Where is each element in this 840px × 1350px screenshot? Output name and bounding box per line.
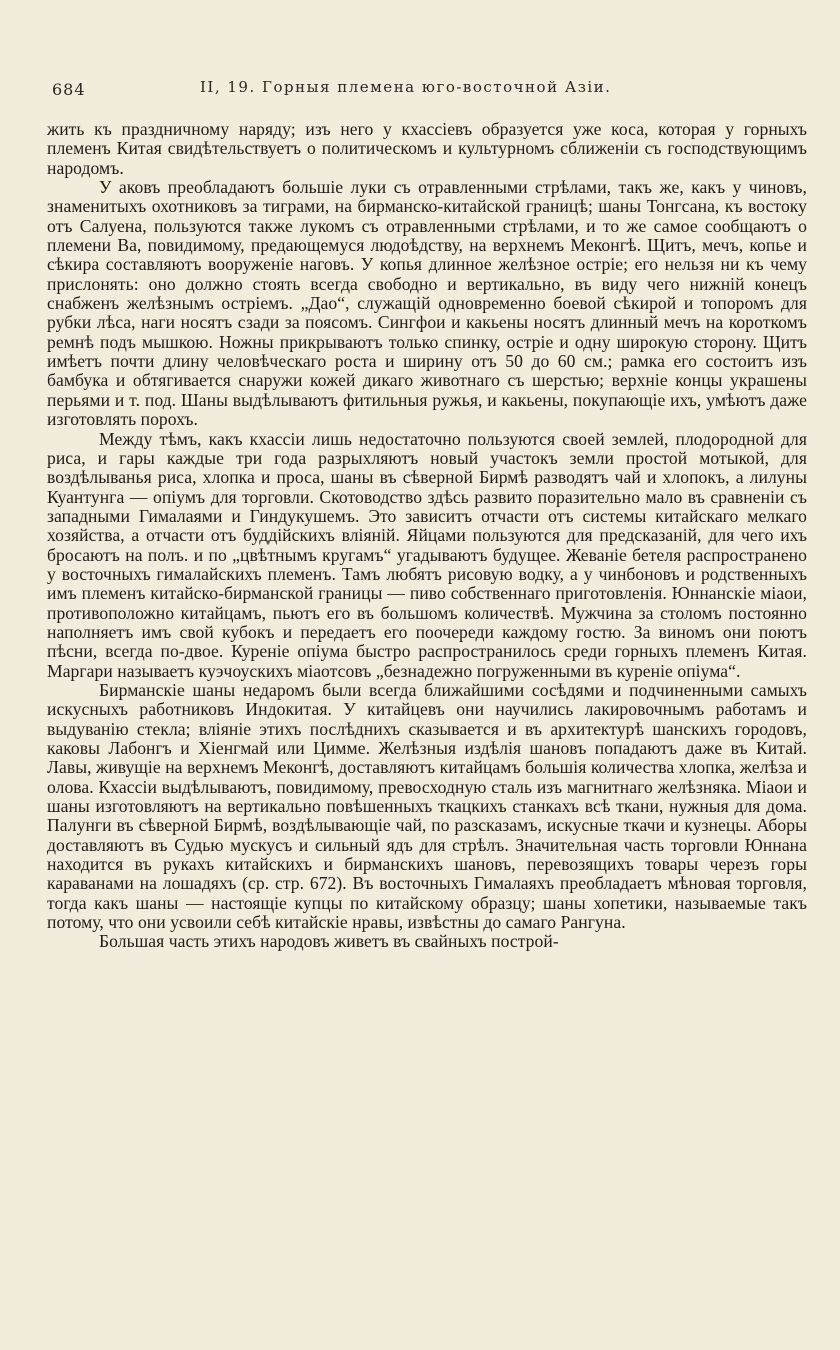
- paragraph-agriculture: Между тѣмъ, какъ кхассіи лишь недостаточно пользуются своей землей, плодородной для риса, и гары каждые три года разрыхляютъ новый участокъ земли простой мотыкой, для воздѣлыванья риса, хлопка и проса, шаны въ сѣверной Бирмѣ разводятъ чай и хлопокъ, а лилуны Куантунга — опіумъ для торговли. Скотоводство здѣсь развито поразительно мало въ сравненіи съ западными Гималаями и Гиндукушемъ. Это зависитъ отчасти отъ системы китайскаго мелкаго хозяйства, а отчасти отъ буддійскихъ вліяній. Яйцами пользуются для предсказаній, для чего ихъ бросаютъ на полъ. и по „цвѣтнымъ кругамъ“ угадываютъ будущее. Жеваніе бетеля распространено у восточныхъ гималайскихъ племенъ. Тамъ любятъ рисовую водку, а у чинбоновъ и родственныхъ имъ племенъ китайско-бирманской границы — пиво собственнаго приготовленія. Юннанскіе міаои, противоположно китайцамъ, пьютъ его въ большомъ количествѣ. Мужчина за столомъ постоянно наполняетъ имъ свой кубокъ и передаетъ его поочереди каждому гостю. За виномъ они поютъ пѣсни, всегда по-двое. Куреніе опіума быстро распространилось среди горныхъ племенъ Китая. Маргари называетъ куэчоускихъ міаотсовъ „безнадежно погруженными въ куреніе опіума“.: [47, 428, 807, 681]
- paragraph-weapons: У аковъ преобладаютъ большіе луки съ отравленными стрѣлами, такъ же, какъ у чиновъ, знаменитыхъ охотниковъ за тиграми, на бирманско-китайской границѣ; шаны Тонгсана, къ востоку отъ Салуена, пользуются также лукомъ съ отравленными стрѣлами, и то же самое сообщаютъ о племени Ва, повидимому, предающемуся людоѣдству, на верхнемъ Меконгѣ. Щитъ, мечъ, копье и сѣкира составляютъ вооруженіе наговъ. У копья длинное желѣзное остріе; его нельзя ни къ чему прислонять: оно должно стоять всегда свободно и вертикально, въ виду чего нижній конецъ снабженъ желѣзнымъ остріемъ. „Дао“, служащій одновременно боевой сѣкирой и топоромъ для рубки лѣса, наги носятъ сзади за поясомъ. Сингфои и какьены носятъ длинный мечъ на короткомъ ремнѣ подъ мышкою. Ножны прикрываютъ только спинку, остріе и одну широкую сторону. Щитъ имѣетъ почти длину человѣческаго роста и ширину отъ 50 до 60 см.; рамка его состоитъ изъ бамбука и обтягивается снаружи кожей дикаго животнаго съ шерстью; верхніе концы украшены перьями и т. под. Шаны выдѣлываютъ фитильныя ружья, и какьены, покупающіе ихъ, умѣютъ даже изготовлять порохъ.: [47, 177, 807, 430]
- paragraph-crafts-trade: Бирманскіе шаны недаромъ были всегда ближайшими сосѣдями и подчиненными самыхъ искусныхъ работниковъ Индокитая. У китайцевъ они научились лакировочнымъ работамъ и выдуванію стекла; вліяніе этихъ послѣднихъ сказывается и въ архитектурѣ шанскихъ городовъ, каковы Лабонгъ и Хіенгмай или Цимме. Желѣзныя издѣлія шановъ попадаютъ даже въ Китай. Лавы, живущіе на верхнемъ Меконгѣ, доставляютъ китайцамъ большія количества хлопка, желѣза и олова. Кхассіи выдѣлываютъ, повидимому, превосходную сталь изъ магнитнаго желѣзняка. Міаои и шаны изготовляютъ на вертикально повѣшенныхъ ткацкихъ станкахъ всѣ ткани, нужныя для дома. Палунги въ сѣверной Бирмѣ, воздѣлывающіе чай, по разсказамъ, искусные ткачи и кузнецы. Аборы доставляютъ въ Судью мускусъ и сильный ядъ для стрѣлъ. Значительная часть торговли Юннана находится въ рукахъ китайскихъ и бирманскихъ шановъ, перевозящихъ товары черезъ горы караванами на лошадяхъ (ср. стр. 672). Въ восточныхъ Гималаяхъ преобладаетъ мѣновая торговля, тогда какъ шаны — настоящіе купцы по китайскому образцу; шаны хопетики, называемые такъ потому, что они усвоили себѣ китайскіе нравы, извѣстны до самаго Рангуна.: [47, 679, 807, 933]
- body-text: [47, 120, 807, 952]
- paragraph-dwellings: Большая часть этихъ народовъ живетъ въ свайныхъ построй-: [99, 931, 559, 952]
- page-header: [52, 78, 810, 108]
- running-head: II, 19. Горныя племена юго-восточной Азіи.: [200, 78, 612, 96]
- page-number: 684: [52, 80, 86, 99]
- paragraph-continuation: жить къ праздничному наряду; изъ него у кхассіевъ образуется уже коса, которая у горныхъ племенъ Китая свидѣтельствуетъ о политическомъ и культурномъ сближеніи съ господствующимъ народомъ.: [47, 119, 807, 178]
